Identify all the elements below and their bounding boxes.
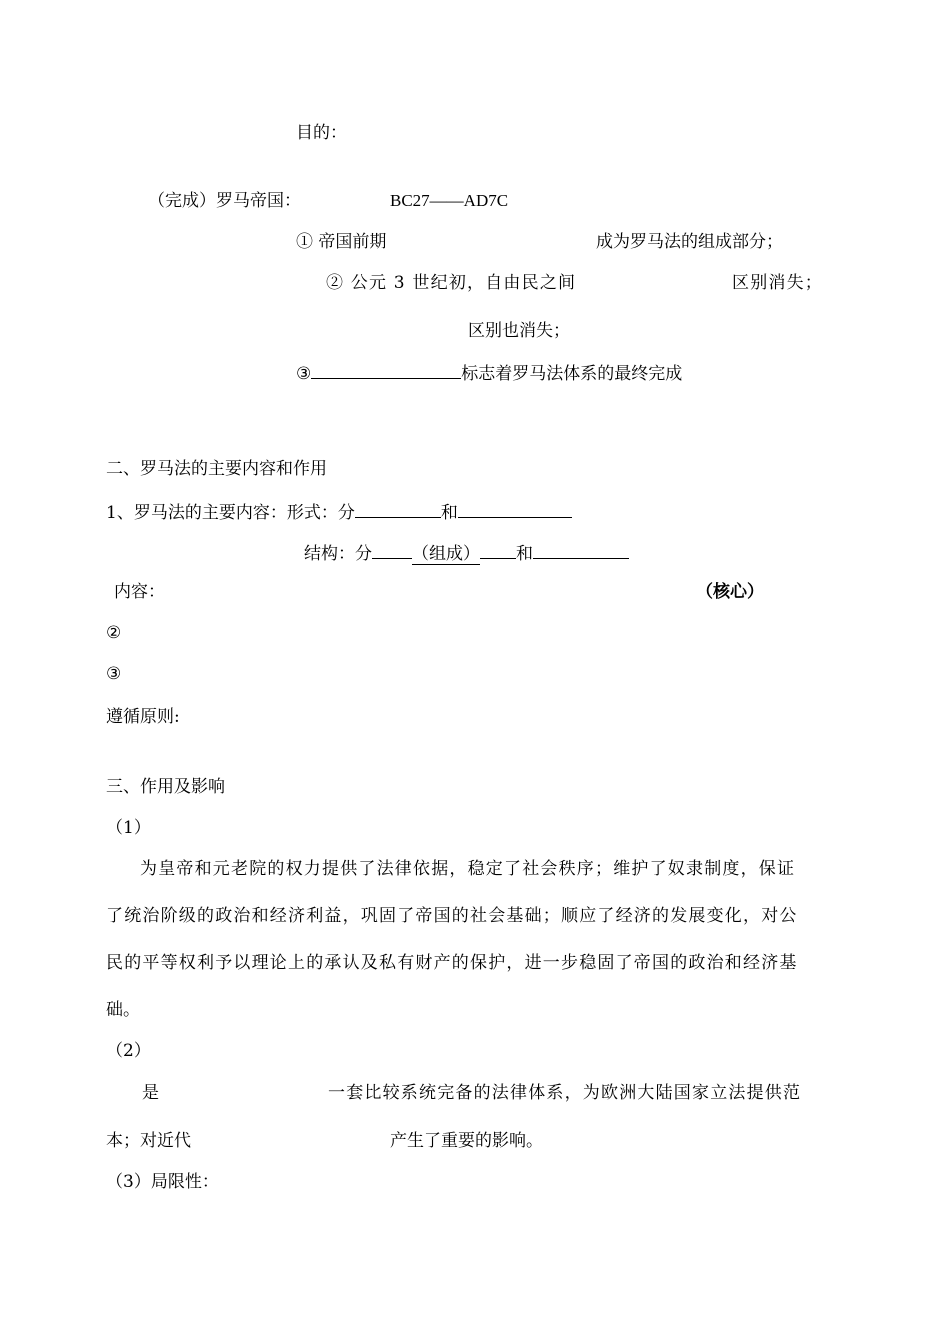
empire-label: （完成）罗马帝国： bbox=[148, 191, 301, 211]
item3-line bbox=[296, 360, 682, 385]
p2-label: （2） bbox=[106, 1041, 151, 1061]
item2-label: ② 公元 3 世纪初，自由民之间 bbox=[326, 273, 577, 293]
empire-period: BC27——AD7C bbox=[390, 191, 509, 210]
structure-and: 和 bbox=[516, 544, 533, 564]
purpose-label: 目的： bbox=[296, 123, 347, 143]
p1-line2: 了统治阶级的政治和经济利益，巩固了帝国的社会基础；顺应了经济的发展变化，对公 bbox=[106, 906, 798, 926]
structure-inner: （组成） bbox=[412, 544, 480, 564]
item3-num: ③ bbox=[296, 364, 312, 384]
p1-line1: 为皇帝和元老院的权力提供了法律依据，稳定了社会秩序；维护了奴隶制度，保证 bbox=[140, 859, 796, 879]
form-blank-1[interactable] bbox=[355, 499, 441, 518]
content-label: 内容： bbox=[114, 582, 165, 602]
p1-line3: 民的平等权利予以理论上的承认及私有财产的保护，进一步稳固了帝国的政治和经济基 bbox=[106, 953, 798, 973]
p3-label: （3）局限性： bbox=[106, 1172, 219, 1192]
section3-heading: 三、作用及影响 bbox=[106, 777, 225, 797]
form-prefix: 1、罗马法的主要内容：形式：分 bbox=[106, 503, 355, 523]
item2-line2: 区别也消失； bbox=[468, 321, 570, 341]
form-line bbox=[106, 499, 572, 524]
item1-tail: 成为罗马法的组成部分； bbox=[596, 232, 783, 252]
p1-label: （1） bbox=[106, 818, 151, 838]
p2-line1-b: 一套比较系统完备的法律体系，为欧洲大陆国家立法提供范 bbox=[328, 1083, 802, 1103]
structure-line bbox=[304, 540, 629, 565]
p2-line2-b: 产生了重要的影响。 bbox=[390, 1131, 543, 1151]
p2-line2-a: 本；对近代 bbox=[106, 1131, 191, 1151]
item3-tail: 标志着罗马法体系的最终完成 bbox=[461, 364, 683, 384]
structure-blank-1b[interactable] bbox=[480, 540, 516, 559]
core-label: （核心） bbox=[696, 582, 764, 602]
form-and: 和 bbox=[440, 503, 458, 523]
content-num-2: ② bbox=[106, 623, 122, 643]
item2-tail: 区别消失； bbox=[732, 273, 823, 293]
p1-line4: 础。 bbox=[106, 1000, 140, 1020]
structure-prefix: 结构：分 bbox=[304, 544, 372, 564]
principle-label: 遵循原则: bbox=[106, 707, 180, 727]
structure-blank-2[interactable] bbox=[533, 540, 629, 559]
p2-line1-a: 是 bbox=[142, 1083, 159, 1103]
structure-blank-1a[interactable] bbox=[372, 540, 412, 559]
section2-heading: 二、罗马法的主要内容和作用 bbox=[106, 459, 327, 479]
content-num-3: ③ bbox=[106, 664, 122, 684]
item1-label: ① 帝国前期 bbox=[296, 232, 387, 252]
form-blank-2[interactable] bbox=[458, 499, 572, 518]
item3-blank[interactable] bbox=[311, 360, 461, 379]
